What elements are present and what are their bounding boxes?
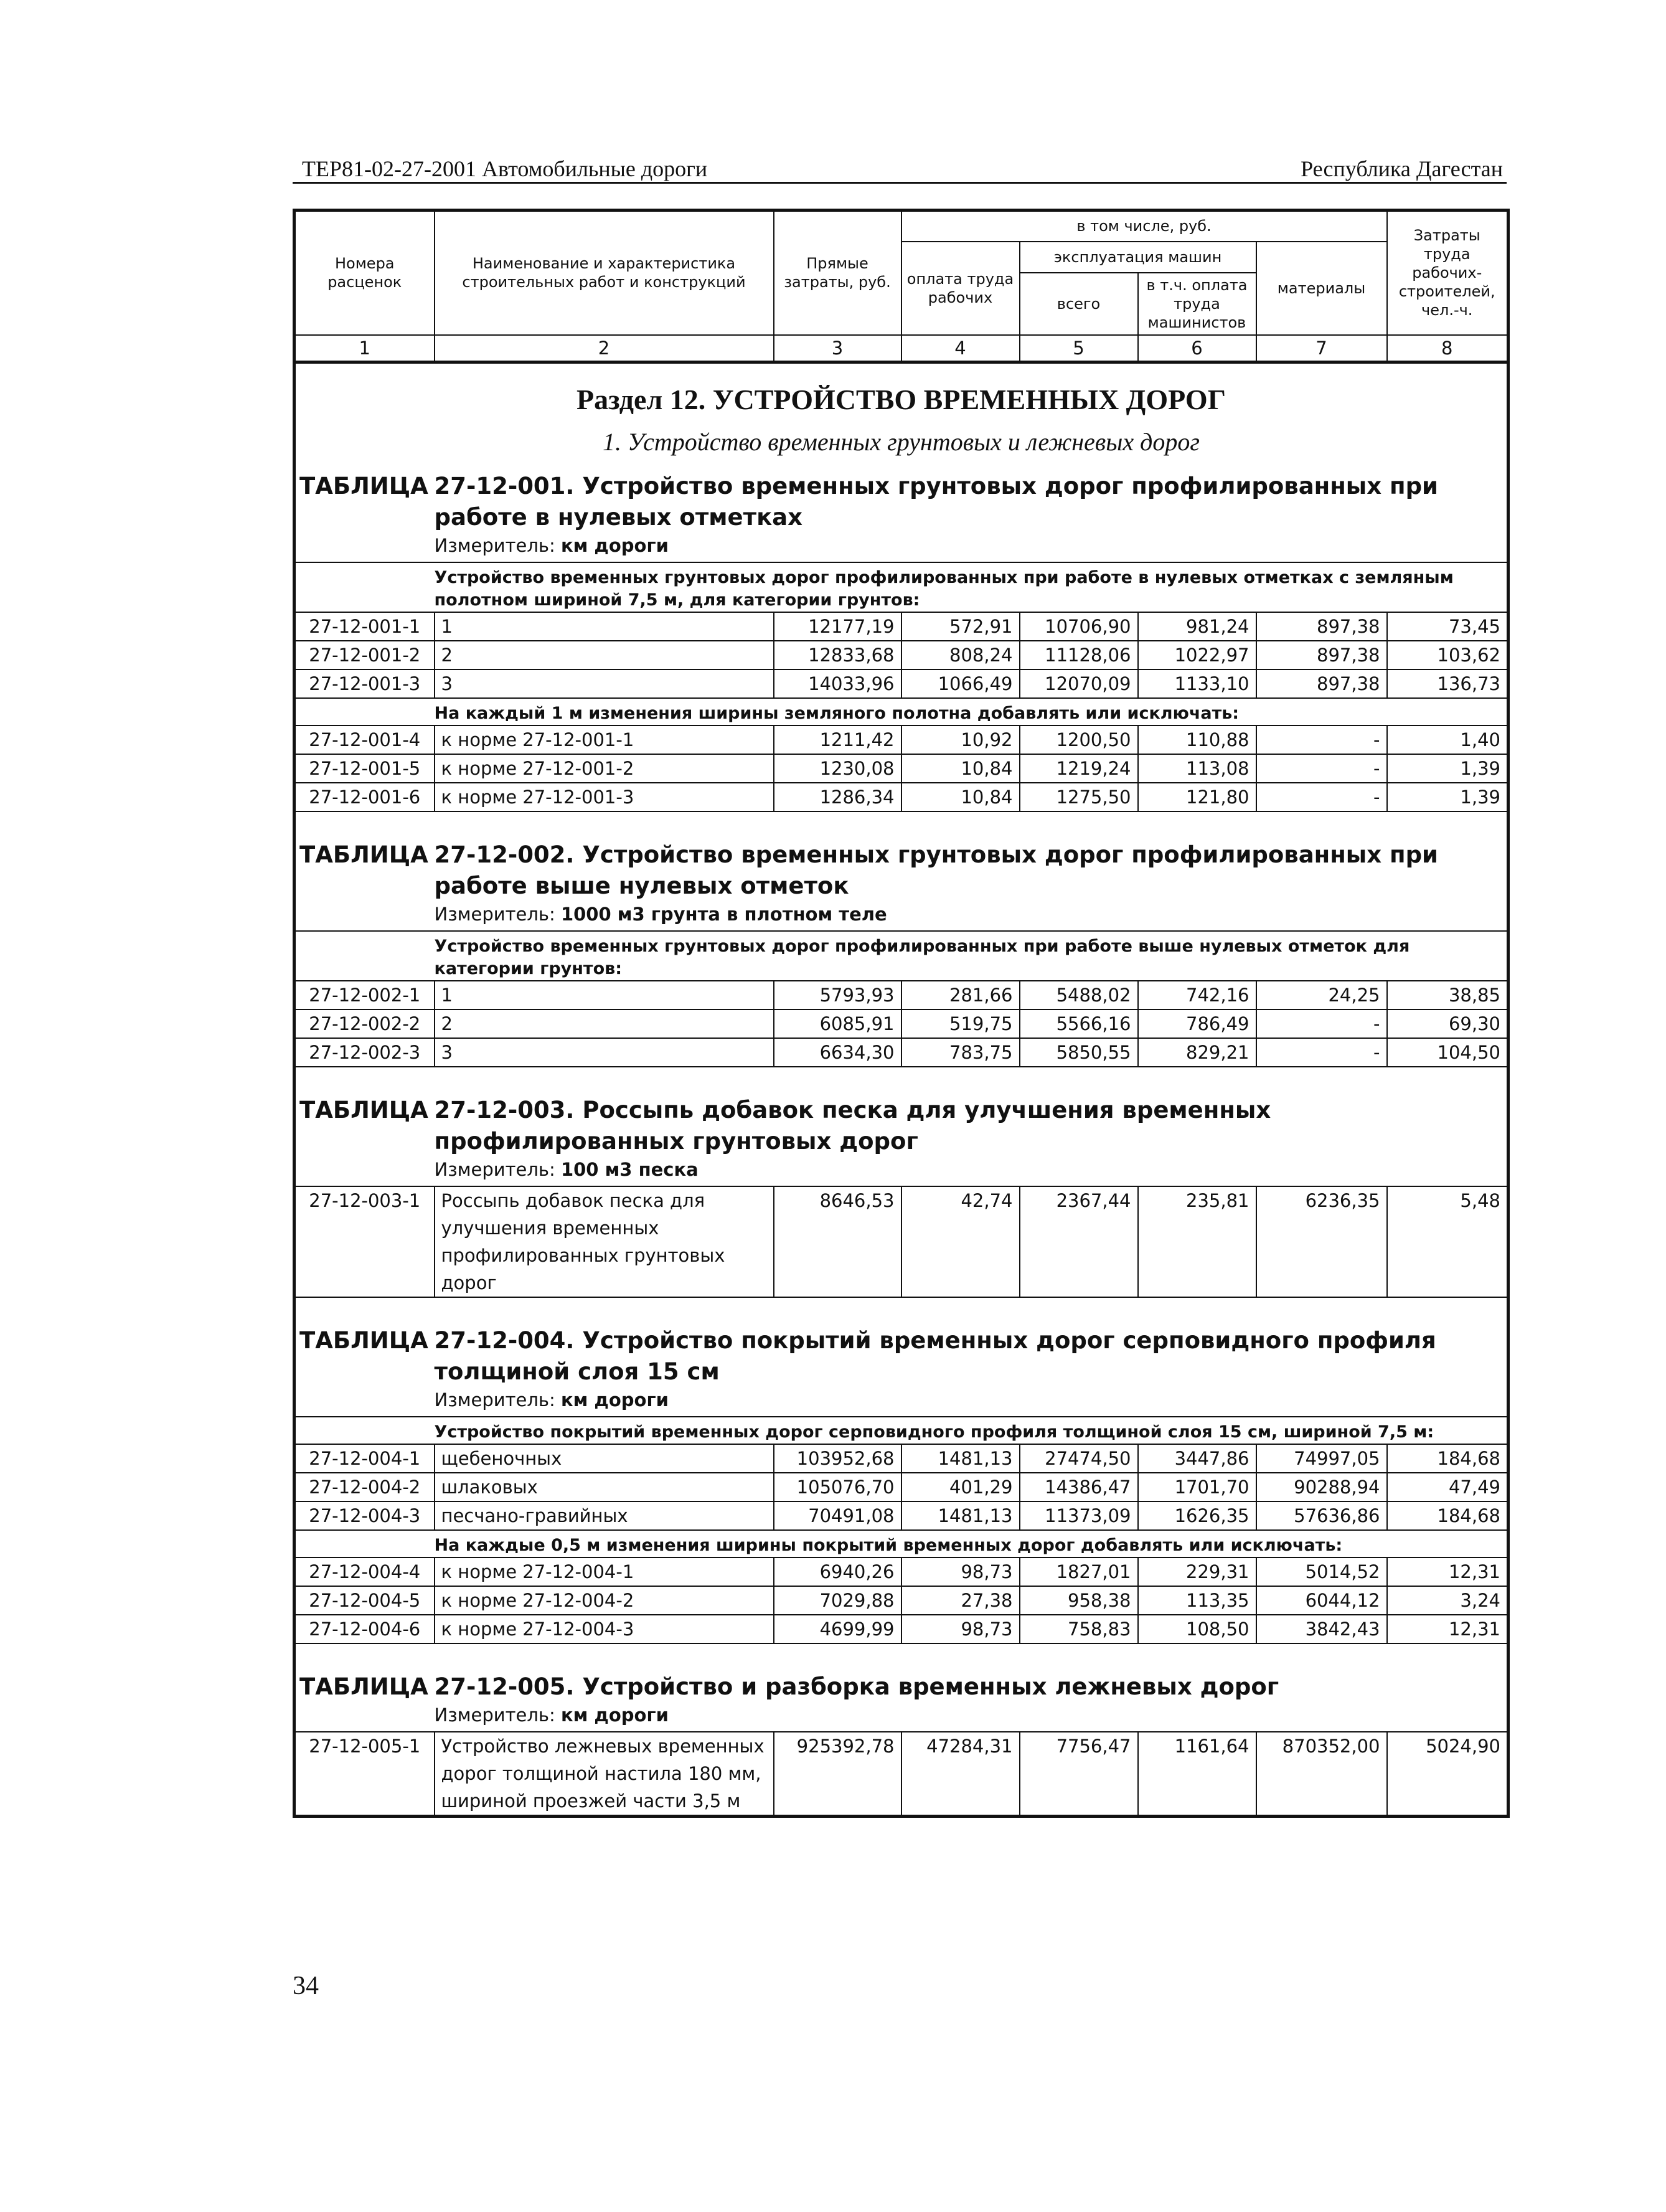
measure-row bbox=[294, 1157, 1508, 1186]
work-description: к норме 27-12-001-3 bbox=[435, 783, 774, 811]
direct-costs: 1211,42 bbox=[774, 726, 901, 754]
section-title: Раздел 12. УСТРОЙСТВО ВРЕМЕННЫХ ДОРОГ bbox=[577, 383, 1226, 415]
worker-pay: 98,73 bbox=[901, 1615, 1020, 1643]
worker-pay: 1066,49 bbox=[901, 669, 1020, 698]
table-row bbox=[294, 1186, 1508, 1297]
machines-total: 2367,44 bbox=[1020, 1186, 1138, 1297]
materials: 3842,43 bbox=[1256, 1615, 1387, 1643]
work-description: Россыпь добавок песка для улучшения временных профилированных грунтовых дорог bbox=[435, 1186, 774, 1297]
labor-hours: 103,62 bbox=[1387, 641, 1508, 669]
rate-code: 27-12-004-1 bbox=[294, 1444, 435, 1473]
materials: 90288,94 bbox=[1256, 1473, 1387, 1501]
group-spacer bbox=[294, 698, 435, 726]
machinist-pay: 1022,97 bbox=[1138, 641, 1256, 669]
machinist-pay: 113,35 bbox=[1138, 1586, 1256, 1615]
work-description: шлаковых bbox=[435, 1473, 774, 1501]
machines-total: 10706,90 bbox=[1020, 612, 1138, 641]
col-number: 5 bbox=[1020, 335, 1138, 362]
machines-total: 958,38 bbox=[1020, 1586, 1138, 1615]
table-row bbox=[294, 1038, 1508, 1067]
col-header-direct-costs: Прямые затраты, руб. bbox=[774, 210, 901, 335]
group-heading-row bbox=[294, 562, 1508, 612]
section-subtitle: 1. Устройство временных грунтовых и лежневых дорог bbox=[603, 427, 1200, 456]
measure-row bbox=[294, 1703, 1508, 1732]
rate-code: 27-12-003-1 bbox=[294, 1186, 435, 1297]
measure-row bbox=[294, 533, 1508, 562]
table-title-row bbox=[294, 1643, 1508, 1703]
work-description: к норме 27-12-004-2 bbox=[435, 1586, 774, 1615]
materials: - bbox=[1256, 1038, 1387, 1067]
work-description: щебеночных bbox=[435, 1444, 774, 1473]
machines-total: 1219,24 bbox=[1020, 754, 1138, 783]
running-header-left: ТЕР81-02-27-2001 Автомобильные дороги bbox=[302, 156, 708, 181]
direct-costs: 6634,30 bbox=[774, 1038, 901, 1067]
rate-code: 27-12-001-4 bbox=[294, 726, 435, 754]
labor-hours: 1,39 bbox=[1387, 783, 1508, 811]
running-header-right: Республика Дагестан bbox=[1301, 156, 1503, 181]
col-number: 8 bbox=[1387, 335, 1508, 362]
worker-pay: 10,84 bbox=[901, 783, 1020, 811]
group-heading: На каждый 1 м изменения ширины земляного полотна добавлять или исключать: bbox=[435, 698, 1508, 726]
machinist-pay: 1626,35 bbox=[1138, 1501, 1256, 1530]
materials: 24,25 bbox=[1256, 981, 1387, 1009]
machines-total: 1200,50 bbox=[1020, 726, 1138, 754]
table-title-row bbox=[294, 463, 1508, 533]
materials: - bbox=[1256, 1009, 1387, 1038]
col-header-worker-pay: оплата труда рабочих bbox=[901, 242, 1020, 335]
rate-code: 27-12-004-4 bbox=[294, 1557, 435, 1586]
measure-spacer bbox=[294, 1387, 435, 1417]
rate-code: 27-12-002-1 bbox=[294, 981, 435, 1009]
labor-hours: 47,49 bbox=[1387, 1473, 1508, 1501]
col-header-materials: материалы bbox=[1256, 242, 1387, 335]
machinist-pay: 1701,70 bbox=[1138, 1473, 1256, 1501]
direct-costs: 4699,99 bbox=[774, 1615, 901, 1643]
group-heading: Устройство временных грунтовых дорог профилированных при работе в нулевых отметках с земляным полотном шириной 7,5 м, для категории грунтов: bbox=[435, 562, 1508, 612]
worker-pay: 10,84 bbox=[901, 754, 1020, 783]
labor-hours: 5,48 bbox=[1387, 1186, 1508, 1297]
machinist-pay: 3447,86 bbox=[1138, 1444, 1256, 1473]
measure-spacer bbox=[294, 533, 435, 562]
worker-pay: 281,66 bbox=[901, 981, 1020, 1009]
measure-unit bbox=[435, 533, 1508, 562]
machines-total: 12070,09 bbox=[1020, 669, 1138, 698]
table-row bbox=[294, 783, 1508, 811]
rate-code: 27-12-001-3 bbox=[294, 669, 435, 698]
measure-unit bbox=[435, 1703, 1508, 1732]
rate-code: 27-12-005-1 bbox=[294, 1732, 435, 1817]
labor-hours: 184,68 bbox=[1387, 1501, 1508, 1530]
header-rule bbox=[293, 182, 1507, 184]
materials: 74997,05 bbox=[1256, 1444, 1387, 1473]
labor-hours: 3,24 bbox=[1387, 1586, 1508, 1615]
materials: 5014,52 bbox=[1256, 1557, 1387, 1586]
measure-unit bbox=[435, 902, 1508, 931]
measure-label: Измеритель: bbox=[434, 1704, 555, 1726]
rate-code: 27-12-001-1 bbox=[294, 612, 435, 641]
col-number: 6 bbox=[1138, 335, 1256, 362]
worker-pay: 1481,13 bbox=[901, 1501, 1020, 1530]
labor-hours: 12,31 bbox=[1387, 1615, 1508, 1643]
direct-costs: 8646,53 bbox=[774, 1186, 901, 1297]
page-number: 34 bbox=[293, 1972, 319, 2000]
labor-hours: 184,68 bbox=[1387, 1444, 1508, 1473]
measure-label: Измеритель: bbox=[434, 1389, 555, 1411]
table-label: ТАБЛИЦА bbox=[299, 1326, 428, 1354]
rate-code: 27-12-002-3 bbox=[294, 1038, 435, 1067]
table-row bbox=[294, 669, 1508, 698]
direct-costs: 6085,91 bbox=[774, 1009, 901, 1038]
labor-hours: 69,30 bbox=[1387, 1009, 1508, 1038]
worker-pay: 519,75 bbox=[901, 1009, 1020, 1038]
table-title: 27-12-004. Устройство покрытий временных дорог серповидного профиля толщиной слоя 15 см bbox=[434, 1326, 1436, 1385]
labor-hours: 136,73 bbox=[1387, 669, 1508, 698]
machines-total: 11128,06 bbox=[1020, 641, 1138, 669]
measure-label: Измеритель: bbox=[434, 1158, 555, 1180]
table-title: 27-12-002. Устройство временных грунтовых дорог профилированных при работе выше нулевых отметок bbox=[434, 841, 1438, 899]
rate-code: 27-12-001-6 bbox=[294, 783, 435, 811]
direct-costs: 1286,34 bbox=[774, 783, 901, 811]
group-spacer bbox=[294, 1530, 435, 1557]
measure-spacer bbox=[294, 1157, 435, 1186]
machines-total: 5566,16 bbox=[1020, 1009, 1138, 1038]
col-number: 3 bbox=[774, 335, 901, 362]
work-description: 3 bbox=[435, 669, 774, 698]
measure-unit bbox=[435, 1387, 1508, 1417]
machines-total: 7756,47 bbox=[1020, 1732, 1138, 1817]
worker-pay: 27,38 bbox=[901, 1586, 1020, 1615]
measure-row bbox=[294, 902, 1508, 931]
col-number: 4 bbox=[901, 335, 1020, 362]
work-description: 2 bbox=[435, 1009, 774, 1038]
measure-unit bbox=[435, 1157, 1508, 1186]
machinist-pay: 229,31 bbox=[1138, 1557, 1256, 1586]
group-heading-row bbox=[294, 698, 1508, 726]
table-row bbox=[294, 612, 1508, 641]
materials: 897,38 bbox=[1256, 669, 1387, 698]
table-row bbox=[294, 1501, 1508, 1530]
worker-pay: 401,29 bbox=[901, 1473, 1020, 1501]
table-title: 27-12-003. Россыпь добавок песка для улучшения временных профилированных грунтовых дорог bbox=[434, 1096, 1271, 1155]
rates-table bbox=[293, 209, 1510, 1818]
group-heading-row bbox=[294, 1530, 1508, 1557]
rate-code: 27-12-001-2 bbox=[294, 641, 435, 669]
col-header-name: Наименование и характеристика строительных работ и конструкций bbox=[435, 210, 774, 335]
col-number: 2 bbox=[435, 335, 774, 362]
measure-label: Измеритель: bbox=[434, 534, 555, 556]
materials: 897,38 bbox=[1256, 612, 1387, 641]
table-title-row bbox=[294, 1297, 1508, 1387]
table-row bbox=[294, 981, 1508, 1009]
worker-pay: 10,92 bbox=[901, 726, 1020, 754]
table-title-row bbox=[294, 1067, 1508, 1157]
group-heading: Устройство временных грунтовых дорог профилированных при работе выше нулевых отметок для категории грунтов: bbox=[435, 931, 1508, 981]
table-row bbox=[294, 1586, 1508, 1615]
col-header-codes: Номера расценок bbox=[294, 210, 435, 335]
measure-value: 100 м3 песка bbox=[560, 1158, 699, 1180]
measure-spacer bbox=[294, 1703, 435, 1732]
measure-label: Измеритель: bbox=[434, 903, 555, 925]
work-description: 3 bbox=[435, 1038, 774, 1067]
measure-value: км дороги bbox=[560, 1704, 669, 1726]
machinist-pay: 235,81 bbox=[1138, 1186, 1256, 1297]
machinist-pay: 786,49 bbox=[1138, 1009, 1256, 1038]
materials: 6044,12 bbox=[1256, 1586, 1387, 1615]
direct-costs: 925392,78 bbox=[774, 1732, 901, 1817]
labor-hours: 5024,90 bbox=[1387, 1732, 1508, 1817]
rate-code: 27-12-004-2 bbox=[294, 1473, 435, 1501]
work-description: к норме 27-12-001-1 bbox=[435, 726, 774, 754]
direct-costs: 70491,08 bbox=[774, 1501, 901, 1530]
table-row bbox=[294, 1732, 1508, 1817]
table-row bbox=[294, 1557, 1508, 1586]
table-title: 27-12-001. Устройство временных грунтовых дорог профилированных при работе в нулевых отметках bbox=[434, 472, 1438, 531]
materials: 6236,35 bbox=[1256, 1186, 1387, 1297]
machinist-pay: 113,08 bbox=[1138, 754, 1256, 783]
machines-total: 758,83 bbox=[1020, 1615, 1138, 1643]
direct-costs: 1230,08 bbox=[774, 754, 901, 783]
materials: - bbox=[1256, 783, 1387, 811]
measure-value: 1000 м3 грунта в плотном теле bbox=[560, 903, 887, 925]
rate-code: 27-12-004-6 bbox=[294, 1615, 435, 1643]
direct-costs: 12177,19 bbox=[774, 612, 901, 641]
machinist-pay: 829,21 bbox=[1138, 1038, 1256, 1067]
direct-costs: 14033,96 bbox=[774, 669, 901, 698]
machines-total: 5850,55 bbox=[1020, 1038, 1138, 1067]
table-row bbox=[294, 641, 1508, 669]
direct-costs: 7029,88 bbox=[774, 1586, 901, 1615]
work-description: Устройство лежневых временных дорог толщиной настила 180 мм, шириной проезжей части 3,5 м bbox=[435, 1732, 774, 1817]
table-row bbox=[294, 1444, 1508, 1473]
table-title: 27-12-005. Устройство и разборка временных лежневых дорог bbox=[434, 1673, 1279, 1700]
labor-hours: 1,40 bbox=[1387, 726, 1508, 754]
table-row bbox=[294, 726, 1508, 754]
worker-pay: 98,73 bbox=[901, 1557, 1020, 1586]
group-heading: Устройство покрытий временных дорог серповидного профиля толщиной слоя 15 см, шириной 7,5 м: bbox=[435, 1417, 1508, 1444]
col-header-machinist-pay: в т.ч. оплата труда машинистов bbox=[1138, 273, 1256, 335]
measure-value: км дороги bbox=[560, 1389, 669, 1411]
materials: 897,38 bbox=[1256, 641, 1387, 669]
group-spacer bbox=[294, 1417, 435, 1444]
machines-total: 1275,50 bbox=[1020, 783, 1138, 811]
col-header-machines-total: всего bbox=[1020, 273, 1138, 335]
rate-code: 27-12-002-2 bbox=[294, 1009, 435, 1038]
group-heading-row bbox=[294, 1417, 1508, 1444]
rate-code: 27-12-004-5 bbox=[294, 1586, 435, 1615]
machinist-pay: 108,50 bbox=[1138, 1615, 1256, 1643]
group-spacer bbox=[294, 562, 435, 612]
table-title-row bbox=[294, 811, 1508, 902]
col-header-labor-hours: Затраты труда рабочих-строителей, чел.-ч. bbox=[1387, 210, 1508, 335]
table-row bbox=[294, 1473, 1508, 1501]
materials: - bbox=[1256, 726, 1387, 754]
group-spacer bbox=[294, 931, 435, 981]
work-description: 1 bbox=[435, 981, 774, 1009]
table-label: ТАБЛИЦА bbox=[299, 1673, 428, 1700]
direct-costs: 105076,70 bbox=[774, 1473, 901, 1501]
work-description: 1 bbox=[435, 612, 774, 641]
labor-hours: 12,31 bbox=[1387, 1557, 1508, 1586]
measure-value: км дороги bbox=[560, 534, 669, 556]
rate-code: 27-12-004-3 bbox=[294, 1501, 435, 1530]
work-description: к норме 27-12-004-1 bbox=[435, 1557, 774, 1586]
worker-pay: 572,91 bbox=[901, 612, 1020, 641]
materials: 57636,86 bbox=[1256, 1501, 1387, 1530]
col-number: 7 bbox=[1256, 335, 1387, 362]
machinist-pay: 121,80 bbox=[1138, 783, 1256, 811]
machines-total: 14386,47 bbox=[1020, 1473, 1138, 1501]
table-label: ТАБЛИЦА bbox=[299, 1096, 428, 1123]
worker-pay: 783,75 bbox=[901, 1038, 1020, 1067]
measure-spacer bbox=[294, 902, 435, 931]
work-description: песчано-гравийных bbox=[435, 1501, 774, 1530]
machinist-pay: 742,16 bbox=[1138, 981, 1256, 1009]
worker-pay: 1481,13 bbox=[901, 1444, 1020, 1473]
col-number: 1 bbox=[294, 335, 435, 362]
group-heading: На каждые 0,5 м изменения ширины покрытий временных дорог добавлять или исключать: bbox=[435, 1530, 1508, 1557]
work-description: 2 bbox=[435, 641, 774, 669]
machinist-pay: 1133,10 bbox=[1138, 669, 1256, 698]
col-header-machines: эксплуатация машин bbox=[1020, 242, 1256, 273]
direct-costs: 103952,68 bbox=[774, 1444, 901, 1473]
table-row bbox=[294, 1009, 1508, 1038]
labor-hours: 1,39 bbox=[1387, 754, 1508, 783]
measure-row bbox=[294, 1387, 1508, 1417]
machinist-pay: 110,88 bbox=[1138, 726, 1256, 754]
worker-pay: 42,74 bbox=[901, 1186, 1020, 1297]
col-header-including: в том числе, руб. bbox=[901, 210, 1387, 242]
machines-total: 11373,09 bbox=[1020, 1501, 1138, 1530]
materials: 870352,00 bbox=[1256, 1732, 1387, 1817]
labor-hours: 73,45 bbox=[1387, 612, 1508, 641]
group-heading-row bbox=[294, 931, 1508, 981]
table-label: ТАБЛИЦА bbox=[299, 472, 428, 499]
direct-costs: 6940,26 bbox=[774, 1557, 901, 1586]
table-row bbox=[294, 754, 1508, 783]
materials: - bbox=[1256, 754, 1387, 783]
machines-total: 1827,01 bbox=[1020, 1557, 1138, 1586]
machines-total: 27474,50 bbox=[1020, 1444, 1138, 1473]
worker-pay: 808,24 bbox=[901, 641, 1020, 669]
direct-costs: 12833,68 bbox=[774, 641, 901, 669]
labor-hours: 104,50 bbox=[1387, 1038, 1508, 1067]
machinist-pay: 981,24 bbox=[1138, 612, 1256, 641]
table-row bbox=[294, 1615, 1508, 1643]
machinist-pay: 1161,64 bbox=[1138, 1732, 1256, 1817]
work-description: к норме 27-12-004-3 bbox=[435, 1615, 774, 1643]
table-label: ТАБЛИЦА bbox=[299, 841, 428, 868]
rate-code: 27-12-001-5 bbox=[294, 754, 435, 783]
work-description: к норме 27-12-001-2 bbox=[435, 754, 774, 783]
labor-hours: 38,85 bbox=[1387, 981, 1508, 1009]
direct-costs: 5793,93 bbox=[774, 981, 901, 1009]
worker-pay: 47284,31 bbox=[901, 1732, 1020, 1817]
machines-total: 5488,02 bbox=[1020, 981, 1138, 1009]
